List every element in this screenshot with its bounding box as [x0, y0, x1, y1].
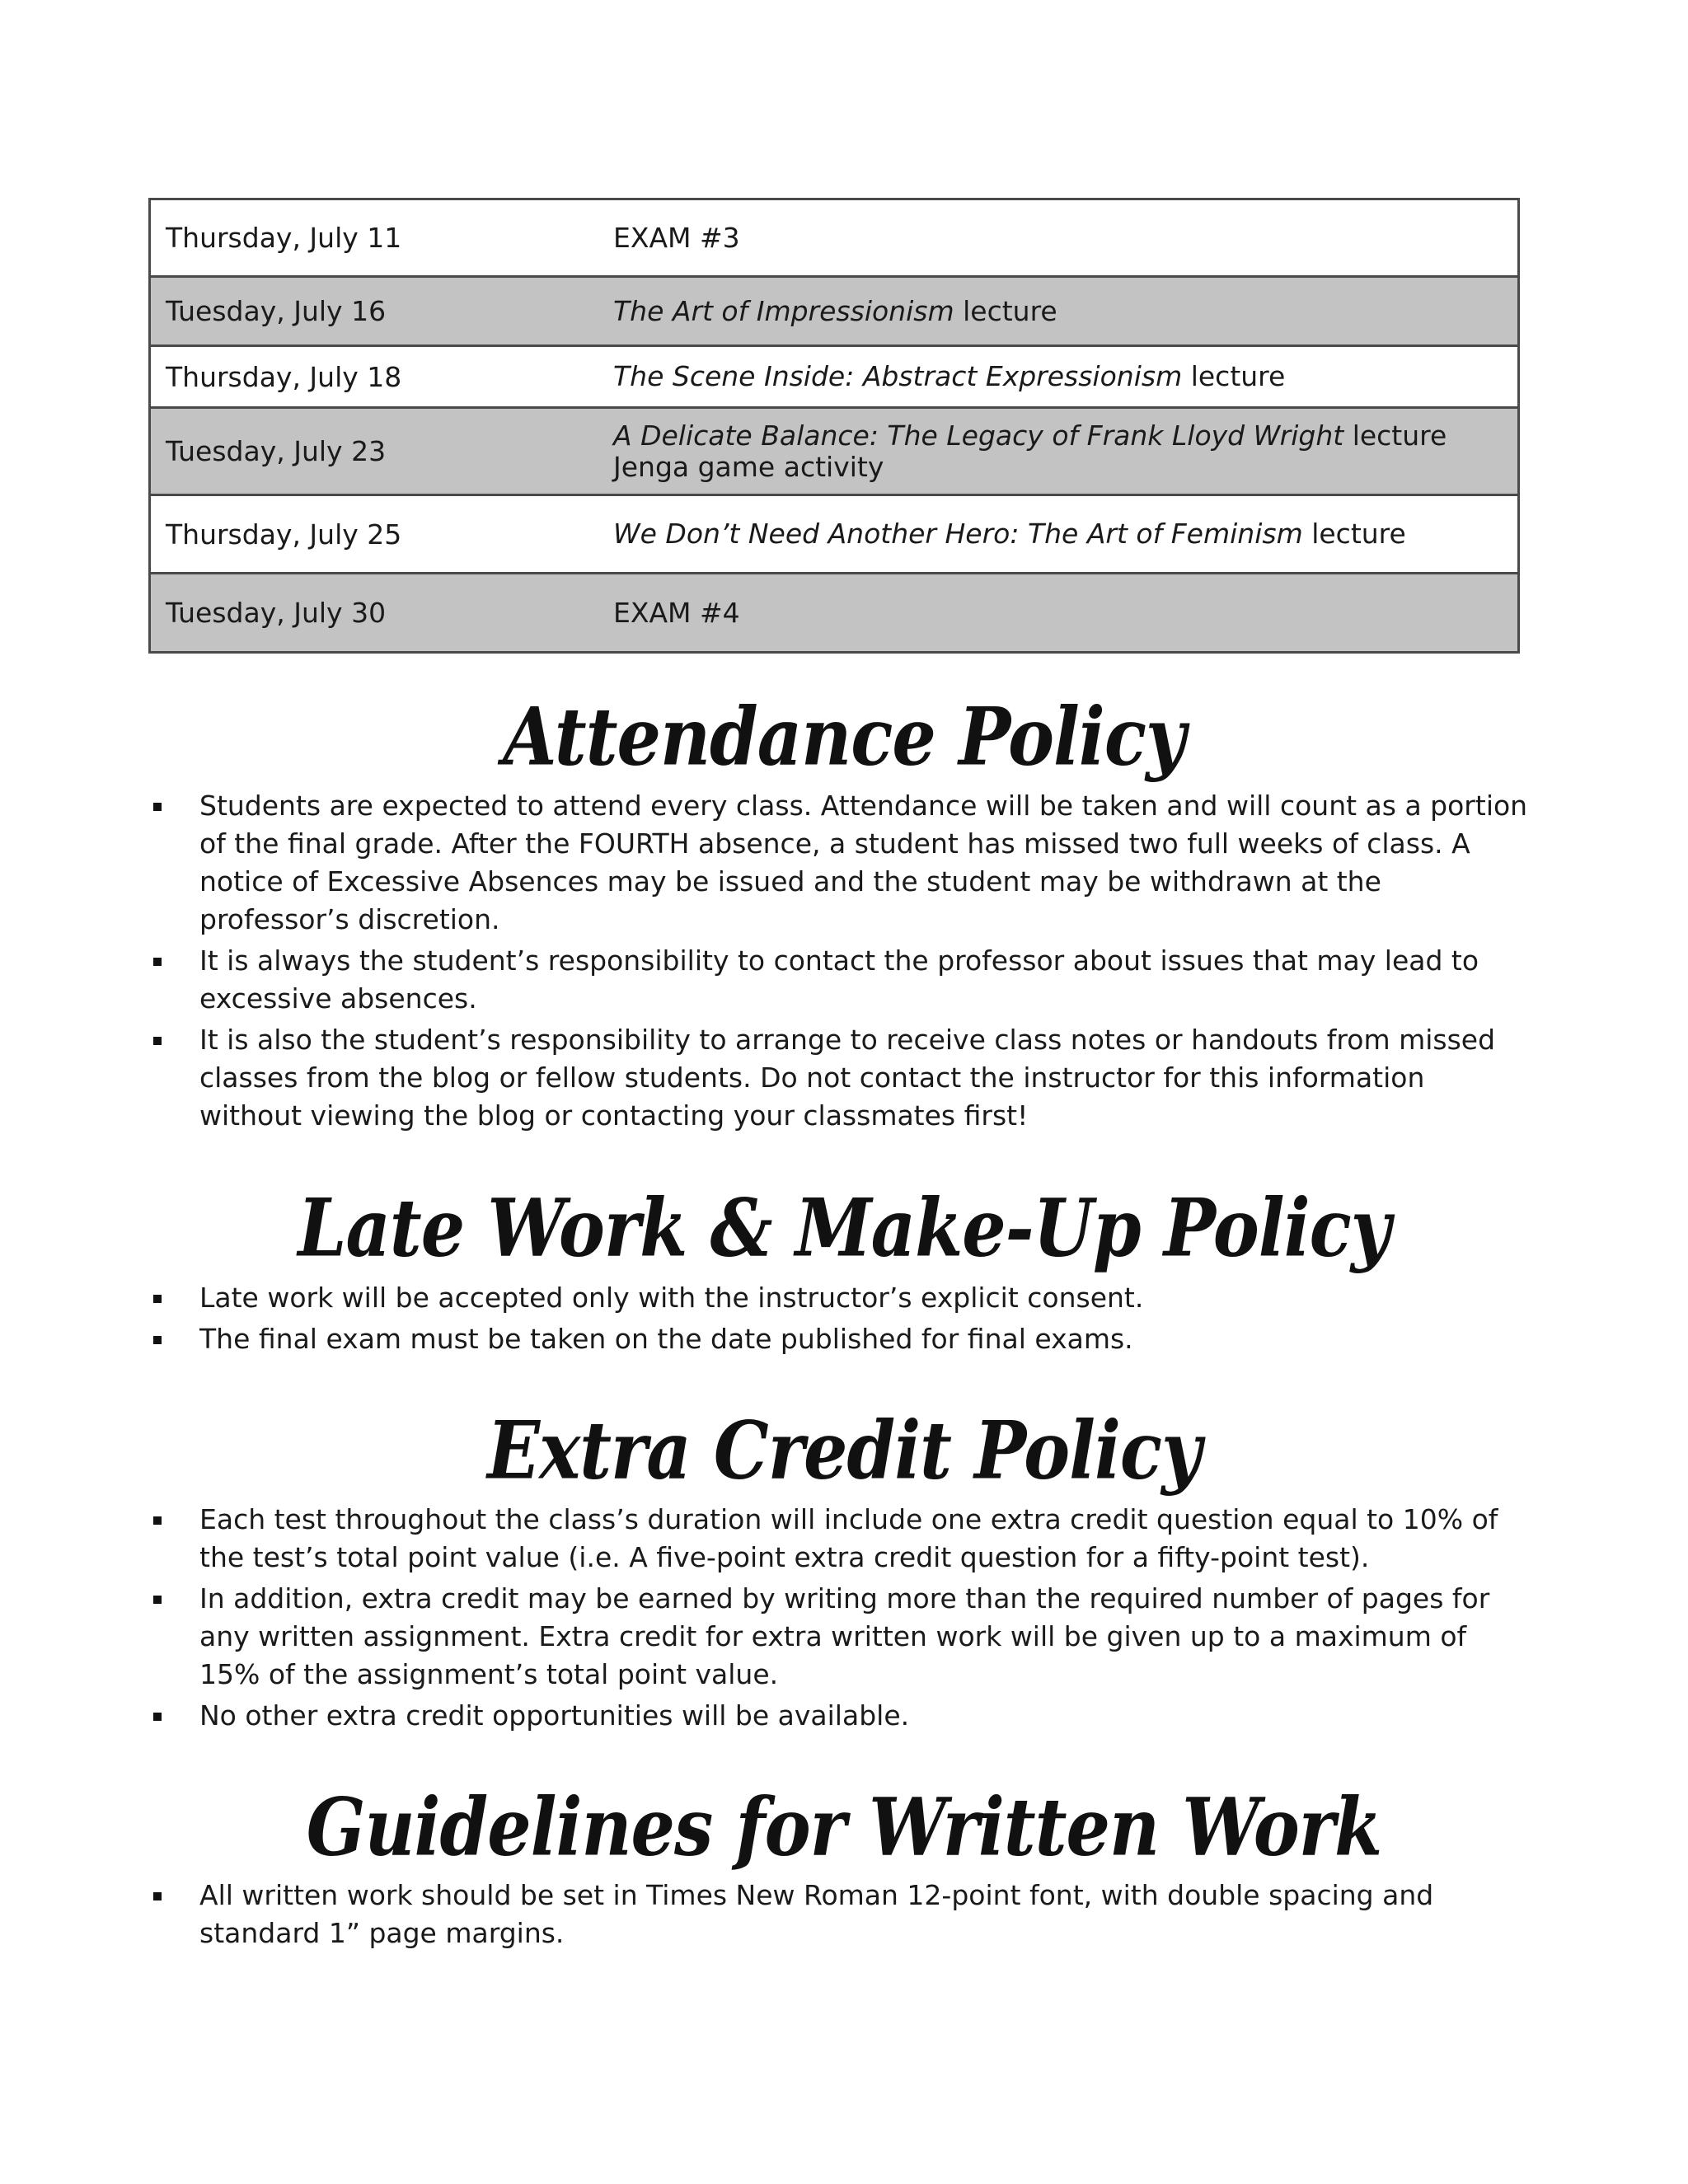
late-work-heading: Late Work & Make-Up Policy: [298, 1180, 1390, 1275]
extra-credit-heading: Extra Credit Policy: [487, 1403, 1201, 1497]
event-title: We Don’t Need Another Hero: The Art of Feminism: [613, 518, 1303, 551]
bullet-icon: [153, 1037, 162, 1045]
bullet-icon: [153, 1295, 162, 1303]
event-type: lecture: [1182, 360, 1286, 393]
list-item: The final exam must be taken on the date published for final exams.: [148, 1320, 1533, 1358]
schedule-event: [613, 420, 1517, 483]
schedule-row: [151, 200, 1517, 275]
bullet-icon: [153, 1713, 162, 1721]
list-item: Late work will be accepted only with the instructor’s explicit consent.: [148, 1279, 1533, 1317]
schedule-row: [151, 344, 1517, 406]
event-title: The Art of Impressionism: [613, 294, 954, 327]
written-work-heading: Guidelines for Written Work: [306, 1779, 1382, 1874]
bullet-icon: [153, 1892, 162, 1900]
schedule-row: [151, 572, 1517, 651]
schedule-date: Thursday, July 25: [166, 518, 402, 551]
list-item: In addition, extra credit may be earned by writing more than the required number of pages for any written assignment. Extra credit for extra written work will be given up to a maximum of 15% of the assignment’s total point value.: [148, 1580, 1533, 1694]
bullet-icon: [153, 803, 162, 811]
schedule-row: [151, 494, 1517, 572]
event-activity: Jenga game activity: [613, 450, 884, 483]
schedule-event: [613, 598, 1517, 629]
extra-credit-list: [148, 1501, 1533, 1738]
event-type: lecture: [954, 294, 1057, 327]
event-type: lecture: [1302, 518, 1406, 551]
list-item: Students are expected to attend every class. Attendance will be taken and will count as a portion of the final grade. After the FOURTH absence, a student has missed two full weeks of class. A notice of Excessive Absences may be issued and the student may be withdrawn at the professor’s discretion.: [148, 787, 1533, 939]
list-item: No other extra credit opportunities will be available.: [148, 1697, 1533, 1735]
schedule-date: Tuesday, July 23: [166, 435, 387, 467]
event-type: EXAM #3: [613, 221, 740, 254]
schedule-row: [151, 275, 1517, 344]
schedule-date: Thursday, July 18: [166, 360, 402, 393]
attendance-heading: Attendance Policy: [503, 689, 1185, 784]
schedule-date: Tuesday, July 30: [166, 597, 387, 629]
late-work-list: [148, 1279, 1533, 1361]
list-item: Each test throughout the class’s duration will include one extra credit question equal to 10% of the test’s total point value (i.e. A five-point extra credit question for a fifty-point test).: [148, 1501, 1533, 1577]
bullet-icon: [153, 1336, 162, 1344]
event-type: EXAM #4: [613, 596, 740, 629]
schedule-table: [148, 198, 1520, 654]
schedule-date: Thursday, July 11: [166, 222, 402, 254]
bullet-icon: [153, 1596, 162, 1604]
list-item: It is always the student’s responsibility to contact the professor about issues that may lead to excessive absences.: [148, 942, 1533, 1018]
written-work-list: [148, 1877, 1533, 1956]
event-type: lecture: [1343, 419, 1447, 452]
list-item: It is also the student’s responsibility to arrange to receive class notes or handouts from missed classes from the blog or fellow students. Do not contact the instructor for this information without viewing the blog or contacting your classmates first!: [148, 1021, 1533, 1135]
event-title: The Scene Inside: Abstract Expressionism: [613, 360, 1183, 393]
schedule-event: [613, 223, 1517, 254]
event-title: A Delicate Balance: The Legacy of Frank Lloyd Wright: [613, 419, 1344, 452]
schedule-date: Tuesday, July 16: [166, 295, 387, 327]
schedule-event: [613, 296, 1517, 327]
bullet-icon: [153, 958, 162, 966]
list-item: All written work should be set in Times New Roman 12-point font, with double spacing and standard 1” page margins.: [148, 1877, 1533, 1952]
bullet-icon: [153, 1516, 162, 1525]
attendance-list: [148, 787, 1533, 1138]
schedule-row: [151, 406, 1517, 494]
schedule-event: [613, 361, 1517, 392]
schedule-event: [613, 518, 1517, 550]
